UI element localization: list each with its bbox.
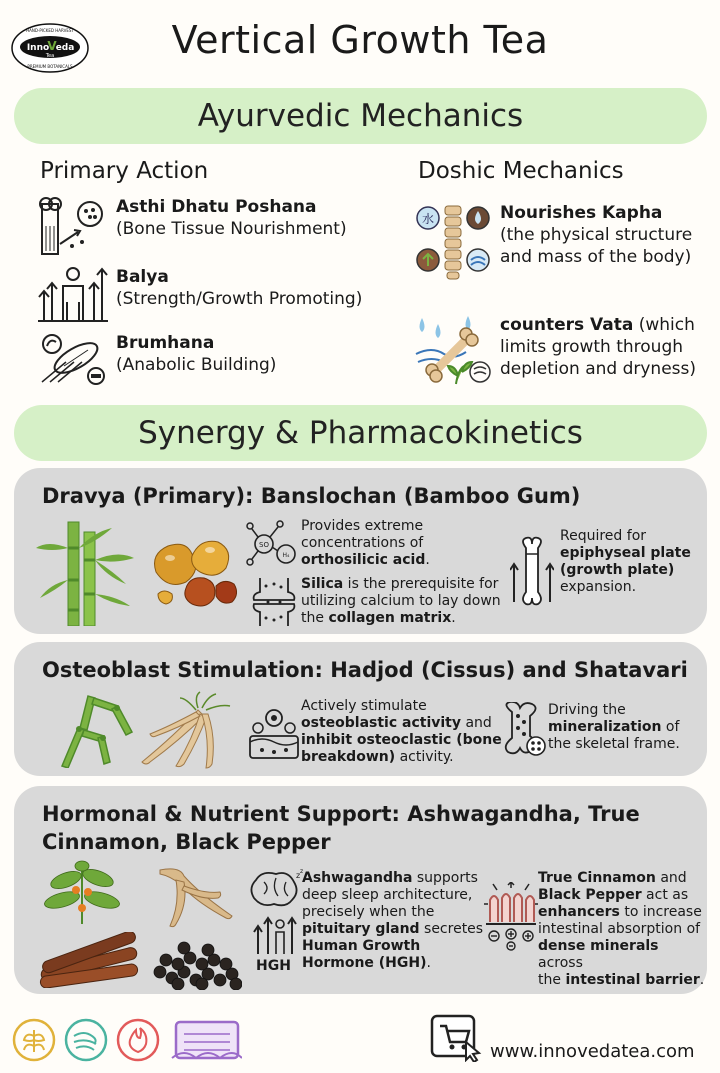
joint-collagen-icon [248, 576, 300, 628]
svg-text:HAND-PICKED HARVEST: HAND-PICKED HARVEST [26, 28, 74, 33]
item-desc: (Anabolic Building) [116, 355, 277, 375]
card-banslochan [14, 468, 707, 634]
peppercorn [230, 978, 242, 990]
shopping-cart-icon[interactable] [430, 1014, 486, 1062]
text-bold: dense minerals [538, 938, 659, 954]
peppercorn [220, 958, 232, 970]
vata-line1 [500, 314, 696, 336]
text-line: Actively stimulate [301, 698, 427, 714]
text-span: and [461, 715, 492, 731]
orthosilicic-molecule-icon [246, 518, 300, 570]
scroll-badge-icon [170, 1018, 242, 1062]
text-span: act as [641, 887, 689, 903]
osteoblast-cell-icon [246, 706, 302, 762]
peppercorn [154, 966, 166, 978]
hgh-label: HGH [256, 958, 291, 974]
text-bold: breakdown) [301, 749, 396, 765]
text-line [301, 610, 501, 627]
growth-person-icon [38, 266, 108, 322]
vata-line: depletion and dryness) [500, 359, 696, 379]
text-bold: Ashwagandha [302, 870, 413, 886]
peppercorn [172, 958, 184, 970]
item-title: Brumhana [116, 333, 215, 353]
text-line: Driving the [548, 702, 626, 718]
svg-text:eda: eda [55, 43, 75, 53]
text-line [301, 749, 502, 766]
growth-plate-bone-icon [510, 536, 554, 606]
text-span: the [301, 610, 329, 626]
text-span: is the prerequisite for [343, 576, 499, 592]
cinnamon-pepper-text [538, 870, 707, 989]
text-line [302, 955, 483, 972]
peppercorn [178, 942, 190, 954]
text-line: expansion. [560, 579, 637, 595]
hgh-growth-arrows-icon [252, 914, 300, 956]
ashwagandha-plant-illustration [36, 860, 128, 924]
card-hadjod-shatavari [14, 642, 707, 776]
text-line [301, 552, 430, 569]
text-bold: collagen matrix [328, 610, 452, 626]
bamboo-illustration [34, 518, 142, 626]
svg-text:z: z [296, 871, 301, 880]
svg-text:PREMIUM BOTANICALS: PREMIUM BOTANICALS [27, 64, 73, 69]
text-line [538, 938, 707, 972]
text-line: utilizing calcium to lay down [301, 593, 501, 609]
text-line: precisely when the [302, 904, 435, 920]
text-span: . [425, 552, 430, 568]
section-band-synergy: Synergy & Pharmacokinetics [14, 405, 707, 461]
text-bold: Human Growth [302, 938, 421, 954]
text-bold: osteoblastic activity [301, 715, 462, 731]
peppercorn [196, 978, 208, 990]
text-line [560, 545, 691, 562]
text-bold: mineralization [548, 719, 662, 735]
text-bold: Hormone (HGH) [302, 955, 427, 971]
text-line [538, 904, 707, 921]
svg-text:SO: SO [259, 541, 269, 549]
text-span: the [538, 972, 566, 988]
growth-plate-text [560, 528, 691, 596]
text-bold: epiphyseal plate [560, 545, 691, 561]
peppercorn [172, 978, 184, 990]
peppercorn [196, 958, 208, 970]
svg-text:Inno: Inno [26, 43, 50, 53]
text-span: across [538, 955, 583, 971]
text-bold: (growth plate) [560, 562, 675, 578]
text-line [560, 562, 691, 579]
text-span: secretes [419, 921, 484, 937]
text-span: . [699, 972, 705, 988]
svg-text:z: z [300, 868, 304, 875]
website-link[interactable]: www.innovedatea.com [490, 1041, 695, 1062]
text-bold: orthosilicic acid [301, 552, 426, 568]
mineralization-text [548, 702, 680, 753]
vata-bone-icon [414, 314, 492, 386]
black-pepper-illustration [150, 932, 242, 990]
mineralization-bone-icon [498, 702, 546, 758]
peppercorn [202, 944, 214, 956]
kapha-line: (the physical structure [500, 225, 693, 245]
text-span: . [451, 610, 456, 626]
primary-item-asthi [38, 196, 347, 256]
text-line [548, 719, 680, 736]
text-line [302, 870, 483, 887]
text-line: intestinal absorption of [538, 921, 701, 937]
bamboo-gum-resin-illustration [146, 532, 242, 612]
svg-text:V: V [47, 39, 57, 53]
ashwagandha-root-illustration [140, 864, 236, 928]
cinnamon-sticks-illustration [36, 932, 142, 988]
card-heading-line2: Cinnamon, Black Pepper [42, 830, 331, 854]
text-span: of [661, 719, 680, 735]
ashwagandha-text [302, 870, 483, 972]
card-heading-line1: Hormonal & Nutrient Support: Ashwagandha, True [42, 802, 640, 826]
text-line: Required for [560, 528, 647, 544]
text-line [301, 732, 502, 749]
kapha-spine-icon [414, 202, 492, 280]
text-span: to increase [619, 904, 702, 920]
text-line [538, 887, 707, 904]
text-line [538, 870, 707, 887]
text-bold: pituitary gland [302, 921, 420, 937]
text-bold: Black Pepper [538, 887, 642, 903]
anabolic-muscle-icon [38, 332, 108, 386]
card-heading: Osteoblast Stimulation: Hadjod (Cissus) and Shatavari [42, 658, 688, 682]
peppercorn [160, 954, 172, 966]
vata-title: counters Vata [500, 315, 634, 335]
shatavari-root-illustration [136, 690, 236, 770]
text-line [302, 921, 483, 938]
fire-badge-icon [116, 1018, 160, 1062]
silica-text [301, 576, 501, 627]
text-line: the skeletal frame. [548, 736, 680, 752]
item-desc: (Strength/Growth Promoting) [116, 289, 363, 309]
text-bold: True Cinnamon [538, 870, 656, 886]
item-title: Balya [116, 267, 169, 287]
text-line: concentrations of [301, 535, 424, 551]
doshic-heading: Doshic Mechanics [418, 158, 624, 184]
text-span: and [655, 870, 687, 886]
card-hormonal-support [14, 786, 707, 994]
text-span: . [426, 955, 431, 971]
hadjod-cissus-illustration [48, 692, 138, 768]
text-line [538, 972, 707, 989]
text-line [302, 938, 483, 955]
kapha-title: Nourishes Kapha [500, 203, 663, 223]
vata-line: limits growth through [500, 337, 684, 357]
primary-item-brumhana [38, 332, 276, 386]
item-desc: (Bone Tissue Nourishment) [116, 219, 347, 239]
intestinal-absorption-icon [484, 882, 538, 952]
page-title: Vertical Growth Tea [171, 18, 549, 62]
primary-item-balya [38, 266, 362, 322]
svg-text:H₄: H₄ [282, 552, 290, 559]
text-line: deep sleep architecture, [302, 887, 473, 903]
kapha-line: and mass of the body) [500, 247, 692, 267]
text-line [301, 576, 501, 593]
svg-text:水: 水 [421, 212, 435, 226]
peppercorn [214, 974, 226, 986]
vata-text: (which [633, 315, 695, 335]
wind-badge-icon [64, 1018, 108, 1062]
card-heading: Dravya (Primary): Banslochan (Bamboo Gum) [42, 484, 581, 508]
text-bold: inhibit osteoclastic (bone [301, 732, 502, 748]
text-bold: intestinal barrier [565, 972, 700, 988]
svg-text:Tea: Tea [45, 53, 55, 59]
item-title: Asthi Dhatu Poshana [116, 197, 317, 217]
text-span: activity. [395, 749, 454, 765]
doshic-item-kapha [414, 202, 692, 280]
text-bold: enhancers [538, 904, 620, 920]
bone-tissue-icon [38, 196, 108, 256]
section-band-ayurvedic: Ayurvedic Mechanics [14, 88, 707, 144]
primary-action-heading: Primary Action [40, 158, 209, 184]
sleep-brain-icon [248, 868, 304, 910]
leaf-badge-icon [12, 1018, 56, 1062]
orthosilicic-text [301, 518, 430, 569]
osteoblast-text [301, 698, 502, 766]
text-span: supports [412, 870, 478, 886]
text-bold: Silica [301, 576, 344, 592]
doshic-item-vata [414, 314, 696, 386]
text-line: Provides extreme [301, 518, 424, 534]
text-line [301, 715, 502, 732]
